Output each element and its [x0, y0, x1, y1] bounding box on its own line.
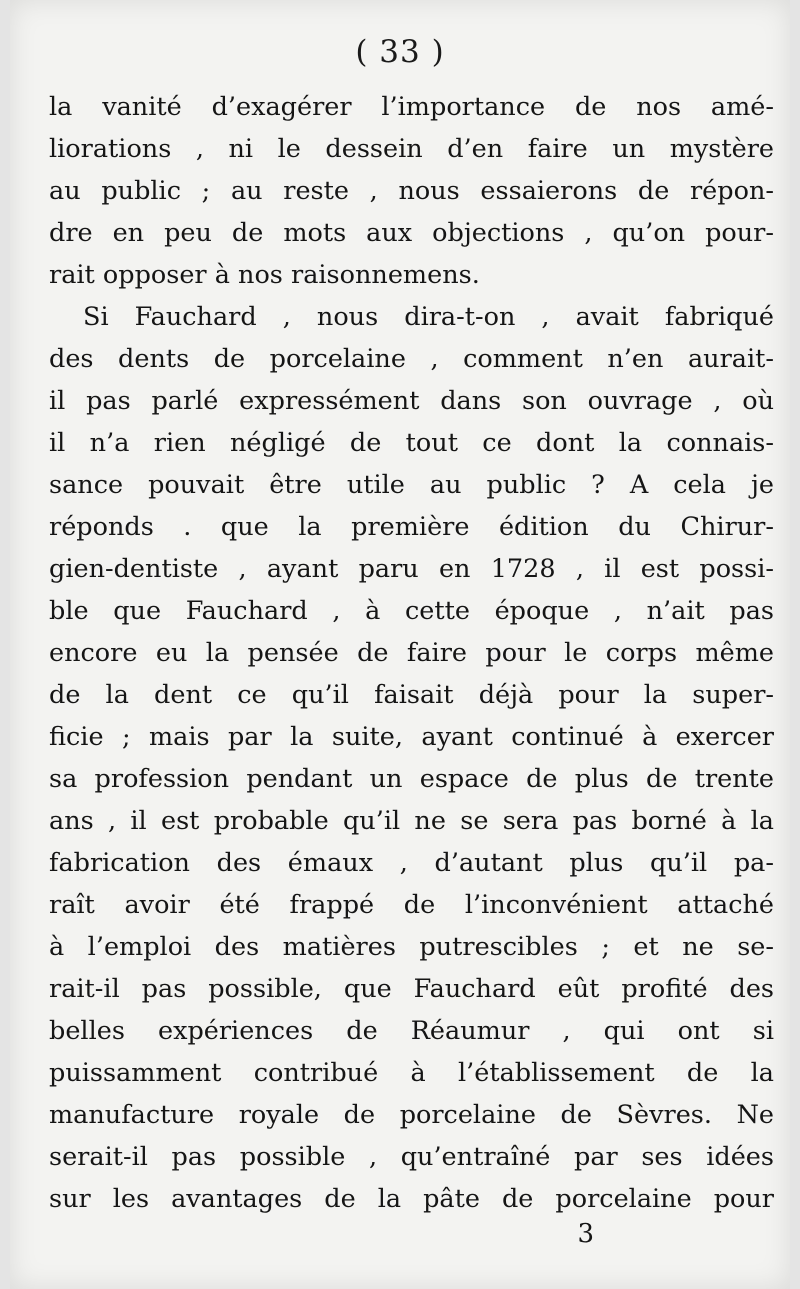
- text-line: il n’a rien négligé de tout ce dont la connais-: [49, 428, 774, 458]
- body-text: [49, 86, 774, 1220]
- text-line: serait-il pas possible , qu’entraîné par ses idées: [49, 1142, 774, 1172]
- text-line: sance pouvait être utile au public ? A cela je: [49, 470, 774, 500]
- text-line: encore eu la pensée de faire pour le corps même: [49, 638, 774, 668]
- signature-mark: 3: [577, 1219, 594, 1249]
- text-line: de la dent ce qu’il faisait déjà pour la super-: [49, 680, 774, 710]
- text-line: il pas parlé expressément dans son ouvrage , où: [49, 386, 774, 416]
- text-line: belles expériences de Réaumur , qui ont si: [49, 1016, 774, 1046]
- text-line: des dents de porcelaine , comment n’en aurait-: [49, 344, 774, 374]
- text-line: ble que Fauchard , à cette époque , n’ait pas: [49, 596, 774, 626]
- text-line: la vanité d’exagérer l’importance de nos amé-: [49, 92, 774, 122]
- text-line: raît avoir été frappé de l’inconvénient attaché: [49, 890, 774, 920]
- text-line: rait opposer à nos raisonnemens.: [49, 260, 480, 290]
- text-line: sa profession pendant un espace de plus de trente: [49, 764, 774, 794]
- text-line: au public ; au reste , nous essaierons de répon-: [49, 176, 774, 206]
- text-line: dre en peu de mots aux objections , qu’on pour-: [49, 218, 774, 248]
- book-page: [10, 0, 790, 1289]
- text-line: puissamment contribué à l’établissement de la: [49, 1058, 774, 1088]
- text-line: Si Fauchard , nous dira-t-on , avait fabriqué: [83, 302, 774, 332]
- text-line: ans , il est probable qu’il ne se sera pas borné à la: [49, 806, 774, 836]
- text-line: manufacture royale de porcelaine de Sèvres. Ne: [49, 1100, 774, 1130]
- text-line: ficie ; mais par la suite, ayant continué à exercer: [49, 722, 774, 752]
- text-line: fabrication des émaux , d’autant plus qu’il pa-: [49, 848, 774, 878]
- text-line: réponds . que la première édition du Chirur-: [49, 512, 774, 542]
- page-number: ( 33 ): [355, 34, 445, 70]
- text-line: rait-il pas possible, que Fauchard eût profité des: [49, 974, 774, 1004]
- text-line: sur les avantages de la pâte de porcelaine pour: [49, 1184, 774, 1214]
- text-line: gien-dentiste , ayant paru en 1728 , il est possi-: [49, 554, 774, 584]
- text-line: à l’emploi des matières putrescibles ; et ne se-: [49, 932, 774, 962]
- text-line: liorations , ni le dessein d’en faire un mystère: [49, 134, 774, 164]
